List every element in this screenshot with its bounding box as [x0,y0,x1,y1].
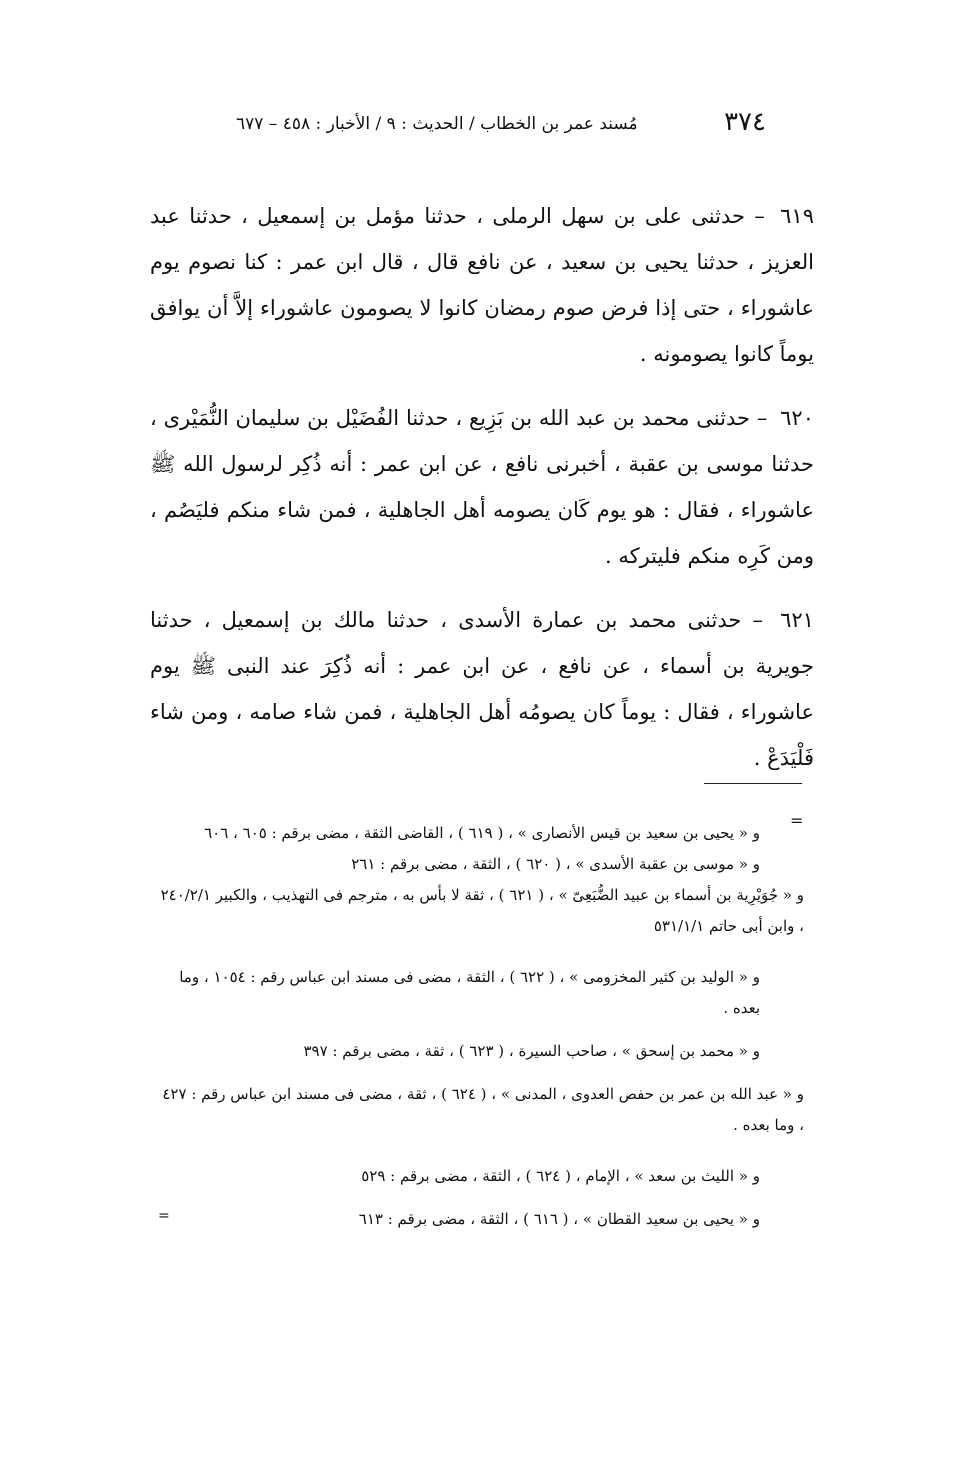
footnote-line: و « يحيى بن سعيد بن قيس الأنصارى » ، ( ٦١٩ ) ، القاضى الثقة ، مضى برقم : ٦٠٥ ، ٦٠٦ [204,824,760,842]
footnote-continuation-mark: = [790,811,804,830]
footnotes [158,818,804,1235]
footnote-line: و « الليث بن سعد » ، الإمام ، ( ٦٢٤ ) ، الثقة ، مضى برقم : ٥٢٩ [361,1167,760,1185]
hadith-dash: – [754,204,765,228]
hadith-number: ٦١٩ [780,204,814,228]
footnote-divider [704,783,802,784]
hadith-number: ٦٢١ [780,608,814,632]
footnote-end-mark: = [158,1208,170,1224]
footnote-line: و « الوليد بن كثير المخزومى » ، ( ٦٢٢ ) ، الثقة ، مضى فى مسند ابن عباس رقم : ١٠٥٤ ، وما بعده . [179,968,760,1017]
hadith-paragraph [150,395,814,579]
hadith-paragraph [150,193,814,377]
page-number: ٣٧٤ [724,107,766,137]
hadith-text: حدثنى محمد بن عبد الله بن بَزِيع ، حدثنا الفُضَيْل بن سليمان النُّمَيْرى ، حدثنا موسى بن عقبة ، أخبرنى نافع ، عن ابن عمر : أنه ذُكِر لرسول الله ﷺ عاشوراء ، فقال : هو يوم كَان يصومه أهل الجاهلية ، فمن شاء منكم فليَصُم ، ومن كَرِه منكم فليتركه . [150,406,814,568]
hadith-text: حدثنى على بن سهل الرملى ، حدثنا مؤمل بن إسمعيل ، حدثنا عبد العزيز ، حدثنا يحيى بن سعيد ، عن نافع قال ، قال ابن عمر : كنا نصوم يوم عاشوراء ، حتى إذا فرض صوم رمضان كانوا لا يصومون عاشوراء إلاَّ أن يوافق يوماً كانوا يصومونه . [150,204,814,366]
hadith-dash: – [752,608,763,632]
hadith-text: حدثنى محمد بن عمارة الأسدى ، حدثنا مالك بن إسمعيل ، حدثنا جويرية بن أسماء ، عن نافع ، عن ابن عمر : أنه ذُكِرَ عند النبى ﷺ يوم عاشوراء ، فقال : يوماً كان يصومُه أهل الجاهلية ، فمن شاء صامه ، ومن شاء فَلْيَدَعْ . [150,608,814,770]
footnote-line: و « جُوَيْرِية بن أسماء بن عبيد الضُّبَعِىّ » ، ( ٦٢١ ) ، ثقة لا بأس به ، مترجم فى التهذيب ، والكبير ٢٤٠/٢/١ ، وابن أبى حاتم ٥٣١/١/١ [160,886,804,935]
running-title: مُسند عمر بن الخطاب / الحديث : ٩ / الأخبار : ٤٥٨ – ٦٧٧ [236,114,638,134]
hadith-paragraph [150,597,814,781]
footnote-line: و « عبد الله بن عمر بن حفص العدوى ، المدنى » ، ( ٦٢٤ ) ، ثقة ، مضى فى مسند ابن عباس رقم : ٤٢٧ ، وما بعده . [162,1085,804,1134]
footnote-line: و « موسى بن عقبة الأسدى » ، ( ٦٢٠ ) ، الثقة ، مضى برقم : ٢٦١ [351,855,760,873]
page-header [236,104,766,144]
hadith-dash: – [756,406,768,430]
hadith-number: ٦٢٠ [780,406,814,430]
footnote-line: و « محمد بن إسحق » ، صاحب السيرة ، ( ٦٢٣ ) ، ثقة ، مضى برقم : ٣٩٧ [303,1042,760,1060]
footnote-line: و « يحيى بن سعيد القطان » ، ( ٦١٦ ) ، الثقة ، مضى برقم : ٦١٣ [358,1210,760,1228]
